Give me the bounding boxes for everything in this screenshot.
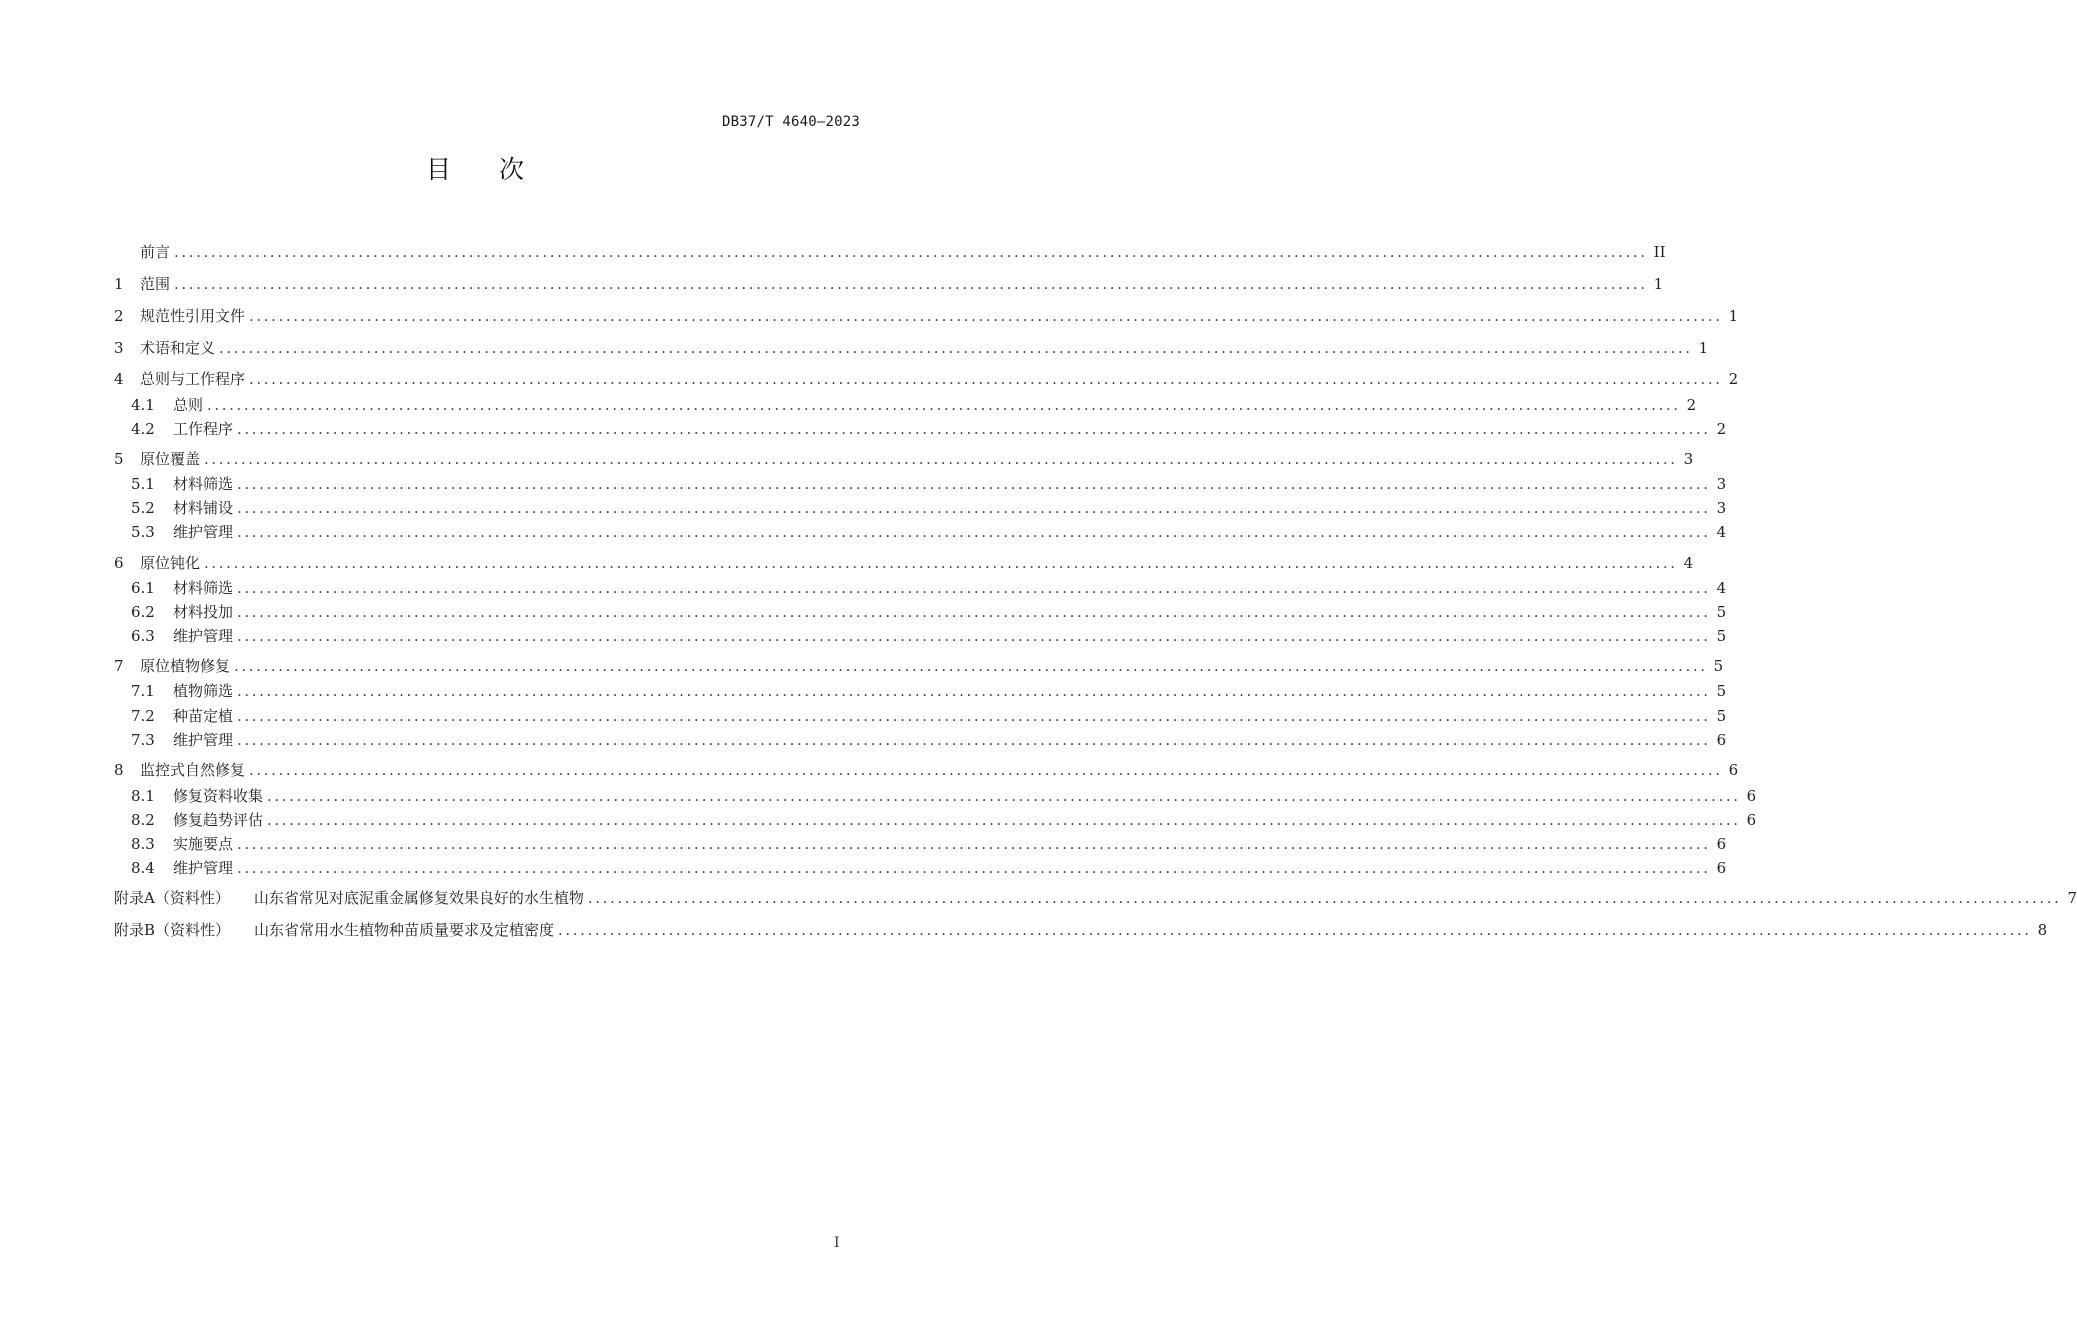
- page-title: 目次: [425, 155, 572, 184]
- toc-entry-page: 5: [1716, 627, 1727, 645]
- toc-entry[interactable]: [131, 706, 1727, 726]
- toc-entry-page: 5: [1716, 603, 1727, 621]
- toc-entry-number: 附录B（资料性）: [114, 921, 231, 939]
- toc-entry-page: 6: [1716, 835, 1727, 853]
- toc-entry[interactable]: [131, 681, 1727, 701]
- toc-entry-page: 3: [1716, 499, 1727, 517]
- toc-entry[interactable]: [131, 395, 1697, 415]
- toc-entry-label: 材料筛选: [173, 579, 234, 597]
- toc-entry-label: 修复资料收集: [173, 787, 264, 805]
- toc-entry-page: 2: [1716, 420, 1727, 438]
- toc-entry-label: 植物筛选: [173, 682, 234, 700]
- toc-entry[interactable]: [114, 920, 2048, 940]
- toc-dot-leader: ........................................................................................................................................................................................................: [237, 859, 1711, 877]
- toc-entry-label: 材料铺设: [173, 499, 234, 517]
- toc-entry[interactable]: [131, 602, 1727, 622]
- toc-entry[interactable]: [131, 810, 1757, 830]
- toc-entry-page: 3: [1716, 475, 1727, 493]
- toc-entry[interactable]: [114, 274, 1664, 294]
- toc-entry[interactable]: [131, 498, 1727, 518]
- toc-entry-number: 7.3: [131, 731, 155, 749]
- toc-dot-leader: ........................................................................................................................................................................................................: [249, 370, 1723, 388]
- toc-entry-number: 8.4: [131, 859, 155, 877]
- toc-dot-leader: ........................................................................................................................................................................................................: [237, 579, 1711, 597]
- toc-entry[interactable]: [114, 242, 1666, 262]
- toc-entry-page: 2: [1728, 370, 1739, 388]
- toc-entry-number: 7.1: [131, 682, 155, 700]
- toc-dot-leader: ........................................................................................................................................................................................................: [237, 499, 1711, 517]
- toc-dot-leader: ........................................................................................................................................................................................................: [174, 243, 1648, 261]
- toc-entry[interactable]: [131, 578, 1727, 598]
- toc-entry[interactable]: [114, 656, 1724, 676]
- toc-entry-page: II: [1653, 243, 1666, 261]
- toc-entry-label: 原位覆盖: [140, 450, 201, 468]
- toc-entry-label: 工作程序: [173, 420, 234, 438]
- page-number: I: [834, 1235, 840, 1251]
- toc-entry-number: 6.3: [131, 627, 155, 645]
- toc-entry-number: 5: [114, 450, 124, 468]
- toc-entry-label: 维护管理: [173, 523, 234, 541]
- toc-entry-page: 5: [1716, 682, 1727, 700]
- toc-dot-leader: ........................................................................................................................................................................................................: [237, 420, 1711, 438]
- toc-entry-page: 4: [1683, 554, 1694, 572]
- toc-dot-leader: ........................................................................................................................................................................................................: [207, 396, 1681, 414]
- toc-entry-page: 5: [1713, 657, 1724, 675]
- toc-entry[interactable]: [114, 449, 1694, 469]
- toc-entry-label: 原位植物修复: [140, 657, 231, 675]
- toc-dot-leader: ........................................................................................................................................................................................................: [249, 307, 1723, 325]
- toc-entry-label: 总则: [173, 396, 204, 414]
- toc-entry[interactable]: [131, 522, 1727, 542]
- toc-entry-page: 6: [1716, 859, 1727, 877]
- document-code: DB37/T 4640—2023: [721, 114, 860, 130]
- toc-entry-label: 维护管理: [173, 627, 234, 645]
- toc-entry-number: 附录A（资料性）: [114, 889, 230, 907]
- toc-dot-leader: ........................................................................................................................................................................................................: [237, 682, 1711, 700]
- toc-dot-leader: ........................................................................................................................................................................................................: [174, 275, 1648, 293]
- toc-entry-page: 6: [1728, 761, 1739, 779]
- toc-entry[interactable]: [131, 626, 1727, 646]
- toc-entry-number: 3: [114, 339, 124, 357]
- toc-entry-label: 监控式自然修复: [140, 761, 246, 779]
- toc-entry-number: 6.2: [131, 603, 155, 621]
- toc-entry[interactable]: [114, 760, 1739, 780]
- toc-entry-page: 6: [1716, 731, 1727, 749]
- toc-entry-label: 维护管理: [173, 731, 234, 749]
- toc-entry-label: 总则与工作程序: [140, 370, 246, 388]
- toc-entry-page: 4: [1716, 523, 1727, 541]
- toc-entry-label: 修复趋势评估: [173, 811, 264, 829]
- toc-entry-label: 原位钝化: [140, 554, 201, 572]
- toc-dot-leader: ........................................................................................................................................................................................................: [237, 835, 1711, 853]
- toc-dot-leader: ........................................................................................................................................................................................................: [237, 603, 1711, 621]
- toc-entry-label: 前言: [140, 243, 171, 261]
- toc-entry-page: 5: [1716, 707, 1727, 725]
- toc-entry-label: 规范性引用文件: [140, 307, 246, 325]
- toc-entry-number: 8.2: [131, 811, 155, 829]
- toc-entry-label: 材料筛选: [173, 475, 234, 493]
- toc-entry-label: 维护管理: [173, 859, 234, 877]
- toc-entry[interactable]: [131, 730, 1727, 750]
- toc-entry-page: 7: [2067, 889, 2077, 907]
- toc-entry-number: 4: [114, 370, 124, 388]
- toc-dot-leader: ........................................................................................................................................................................................................: [204, 554, 1678, 572]
- toc-dot-leader: ........................................................................................................................................................................................................: [237, 731, 1711, 749]
- toc-entry-page: 3: [1683, 450, 1694, 468]
- toc-entry-label: 实施要点: [173, 835, 234, 853]
- toc-entry-number: 5.3: [131, 523, 155, 541]
- toc-entry-page: 1: [1653, 275, 1664, 293]
- toc-dot-leader: ........................................................................................................................................................................................................: [234, 657, 1708, 675]
- toc-entry[interactable]: [131, 474, 1727, 494]
- toc-entry-label: 术语和定义: [140, 339, 216, 357]
- toc-dot-leader: ........................................................................................................................................................................................................: [237, 707, 1711, 725]
- toc-entry[interactable]: [114, 306, 1739, 326]
- toc-entry-page: 1: [1728, 307, 1739, 325]
- toc-entry-label: 山东省常用水生植物种苗质量要求及定植密度: [254, 921, 555, 939]
- toc-entry-label: 范围: [140, 275, 171, 293]
- toc-dot-leader: ........................................................................................................................................................................................................: [267, 811, 1741, 829]
- toc-entry-label: 种苗定植: [173, 707, 234, 725]
- toc-entry-page: 2: [1686, 396, 1697, 414]
- toc-entry[interactable]: [131, 786, 1757, 806]
- toc-entry-number: 2: [114, 307, 124, 325]
- toc-entry-number: 1: [114, 275, 124, 293]
- toc-dot-leader: ........................................................................................................................................................................................................: [587, 889, 2062, 907]
- toc-entry-page: 4: [1716, 579, 1727, 597]
- toc-dot-leader: ........................................................................................................................................................................................................: [249, 761, 1723, 779]
- toc-entry[interactable]: [131, 858, 1727, 878]
- toc-dot-leader: ........................................................................................................................................................................................................: [204, 450, 1678, 468]
- toc-dot-leader: ........................................................................................................................................................................................................: [267, 787, 1741, 805]
- toc-entry-number: 5.2: [131, 499, 155, 517]
- toc-entry-number: 8.3: [131, 835, 155, 853]
- toc-entry[interactable]: [131, 834, 1727, 854]
- toc-dot-leader: ........................................................................................................................................................................................................: [219, 339, 1693, 357]
- toc-entry-number: 7.2: [131, 707, 155, 725]
- toc-entry-number: 7: [114, 657, 124, 675]
- toc-entry-page: 1: [1698, 339, 1709, 357]
- toc-entry[interactable]: [114, 338, 1709, 358]
- toc-entry-number: 8.1: [131, 787, 155, 805]
- toc-entry[interactable]: [114, 888, 2077, 908]
- toc-entry-label: 山东省常见对底泥重金属修复效果良好的水生植物: [253, 889, 584, 907]
- toc-entry-number: 4.1: [131, 396, 155, 414]
- toc-entry[interactable]: [114, 369, 1739, 389]
- toc-entry-number: 4.2: [131, 420, 155, 438]
- toc-entry[interactable]: [114, 553, 1694, 573]
- toc-entry-page: 8: [2037, 921, 2048, 939]
- toc-entry-number: 5.1: [131, 475, 155, 493]
- toc-dot-leader: ........................................................................................................................................................................................................: [558, 921, 2032, 939]
- toc-entry-number: 8: [114, 761, 124, 779]
- toc-entry[interactable]: [131, 419, 1727, 439]
- toc-entry-number: 6.1: [131, 579, 155, 597]
- toc-dot-leader: ........................................................................................................................................................................................................: [237, 627, 1711, 645]
- toc-dot-leader: ........................................................................................................................................................................................................: [237, 475, 1711, 493]
- toc-entry-page: 6: [1746, 811, 1757, 829]
- toc-entry-number: 6: [114, 554, 124, 572]
- toc-entry-label: 材料投加: [173, 603, 234, 621]
- toc-entry-page: 6: [1746, 787, 1757, 805]
- toc-dot-leader: ........................................................................................................................................................................................................: [237, 523, 1711, 541]
